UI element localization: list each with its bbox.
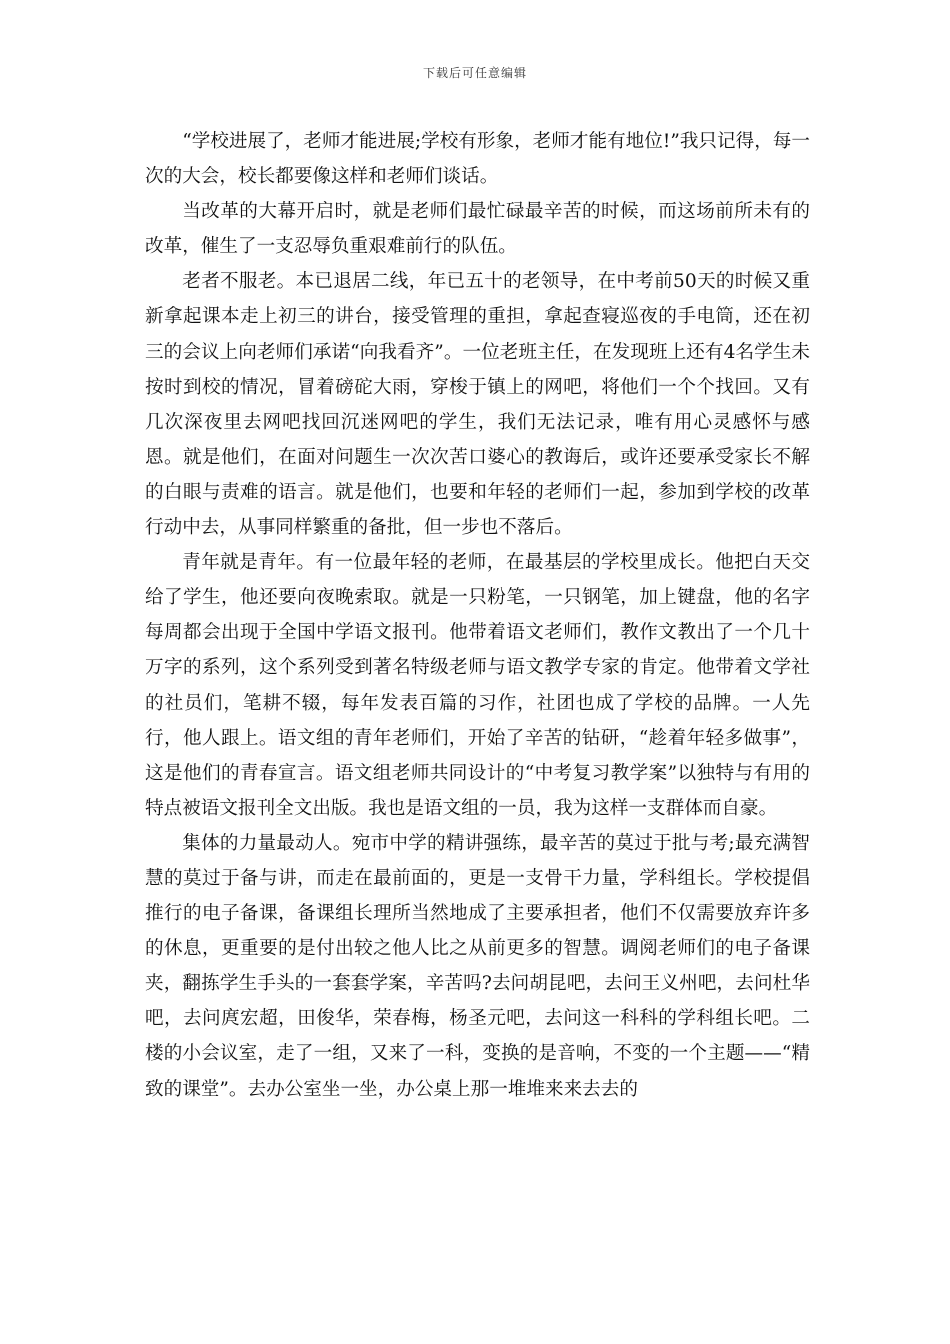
paragraph-4: 青年就是青年。有一位最年轻的老师，在最基层的学校里成长。他把白天交给了学生，他还要向夜晚索取。就是一只粉笔，一只钢笔，加上键盘，他的名字每周都会出现于全国中学语文报刊。他带着语文老师们，教作文教出了一个几十万字的系列，这个系列受到著名特级老师与语文教学专家的肯定。他带着文学社的社员们，笔耕不辍，每年发表百篇的习作，社团也成了学校的品牌。一人先行，他人跟上。语文组的青年老师们，开始了辛苦的钻研，“趁着年轻多做事”，这是他们的青春宣言。语文组老师共同设计的“中考复习教学案”以独特与有用的特点被语文报刊全文出版。我也是语文组的一员，我为这样一支群体而自豪。 xyxy=(145,552,810,819)
paragraph-1: “学校进展了，老师才能进展;学校有形象，老师才能有地位!”我只记得，每一次的大会，校长都要像这样和老师们谈话。 xyxy=(145,131,810,188)
header-note: 下载后可任意编辑 xyxy=(422,66,527,80)
paragraph-3: 老者不服老。本已退居二线，年已五十的老领导，在中考前50天的时候又重新拿起课本走上初三的讲台，接受管理的重担，拿起查寝巡夜的手电筒，还在初三的会议上向老师们承诺“向我看齐”。一位老班主任，在发现班上还有4名学生未按时到校的情况，冒着磅砣大雨，穿梭于镇上的网吧，将他们一个个找回。又有几次深夜里去网吧找回沉迷网吧的学生，我们无法记录，唯有用心灵感怀与感恩。就是他们，在面对问题生一次次苦口婆心的教诲后，或许还要承受家长不解的白眼与责难的语言。就是他们，也要和年轻的老师们一起，参加到学校的改革行动中去，从事同样繁重的备批，但一步也不落后。 xyxy=(145,271,810,539)
document-body xyxy=(145,124,810,1107)
paragraph-5: 集体的力量最动人。宛市中学的精讲强练，最辛苦的莫过于批与考;最充满智慧的莫过于备与讲，而走在最前面的，更是一支骨干力量，学科组长。学校提倡推行的电子备课，备课组长理所当然地成了主要承担者，他们不仅需要放弃许多的休息，更重要的是付出较之他人比之从前更多的智慧。调阅老师们的电子备课夹，翻拣学生手头的一套套学案，辛苦吗?去问胡昆吧，去问王义州吧，去问杜华吧，去问庹宏超，田俊华，荣春梅，杨圣元吧，去问这一科科的学科组长吧。二楼的小会议室，走了一组，又来了一科，变换的是音响，不变的一个主题——“精致的课堂”。去办公室坐一坐，办公桌上那一堆堆来来去去的 xyxy=(145,832,810,1100)
paragraph-2: 当改革的大幕开启时，就是老师们最忙碌最辛苦的时候，而这场前所未有的改革，催生了一支忍辱负重艰难前行的队伍。 xyxy=(145,201,810,258)
